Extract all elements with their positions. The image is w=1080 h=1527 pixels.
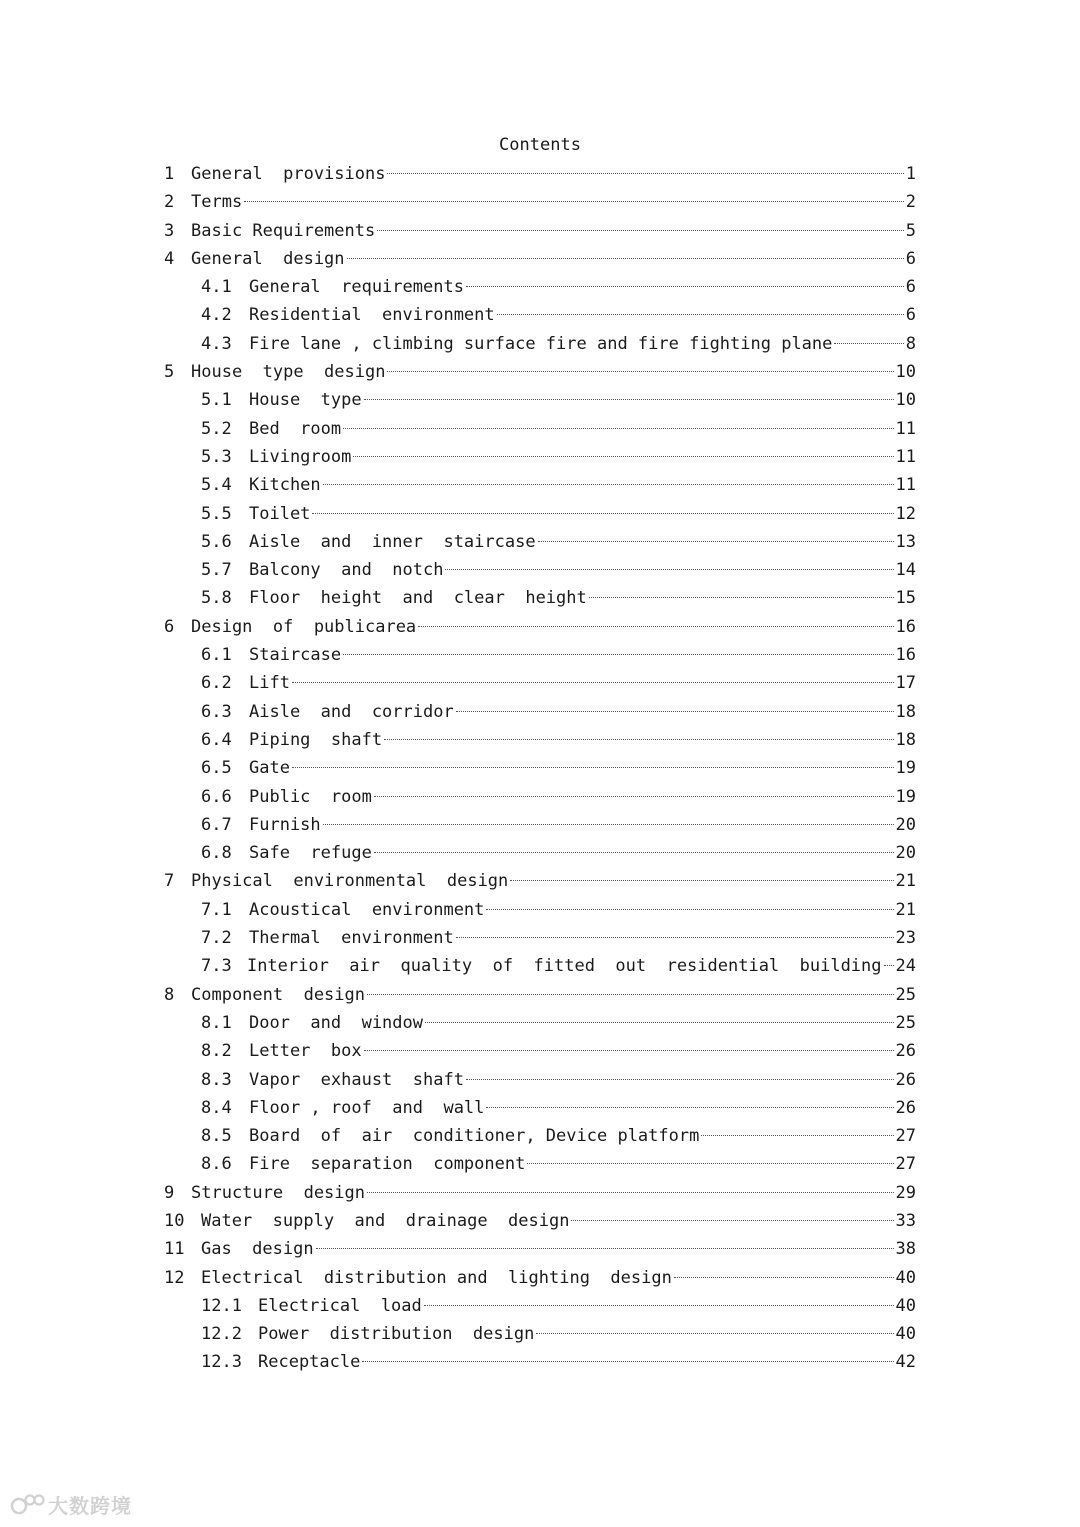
- toc-entry[interactable]: [164, 1067, 916, 1095]
- toc-entry-title: Aisle and inner staircase: [249, 531, 536, 552]
- toc-dot-leader: [364, 1050, 894, 1051]
- toc-entry-number: 8.6: [201, 1154, 232, 1175]
- toc-entry-title: House type: [249, 390, 362, 411]
- toc-dot-leader: [323, 484, 894, 485]
- toc-entry-page-number: 10: [895, 390, 916, 411]
- toc-dot-leader: [387, 173, 903, 174]
- toc-entry-page-number: 19: [895, 758, 916, 779]
- watermark-logo-icon: [10, 1491, 46, 1519]
- toc-entry[interactable]: [164, 274, 916, 302]
- toc-entry-page-number: 40: [895, 1324, 916, 1345]
- toc-dot-leader: [425, 1022, 894, 1023]
- toc-dot-leader: [834, 343, 903, 344]
- toc-entry-title: Balcony and notch: [249, 560, 444, 581]
- toc-entry[interactable]: [164, 614, 916, 642]
- toc-dot-leader: [701, 1135, 893, 1136]
- toc-dot-leader: [424, 1305, 894, 1306]
- toc-entry-title: General design: [191, 248, 345, 269]
- toc-entry-title: Acoustical environment: [249, 899, 485, 920]
- toc-entry-title: Water supply and drainage design: [201, 1210, 570, 1231]
- toc-dot-leader: [316, 1248, 894, 1249]
- toc-entry-title: Terms: [191, 192, 243, 213]
- toc-entry[interactable]: [164, 699, 916, 727]
- toc-entry-title: Gas design: [201, 1239, 314, 1260]
- toc-entry-number: 6.5: [201, 758, 232, 779]
- toc-entry[interactable]: [164, 1349, 916, 1377]
- toc-entry-title: Piping shaft: [249, 729, 383, 750]
- toc-entry[interactable]: [164, 868, 916, 896]
- toc-entry-title: Thermal environment: [249, 928, 454, 949]
- toc-entry-page-number: 16: [895, 616, 916, 637]
- toc-entry[interactable]: [164, 472, 916, 500]
- toc-entry-page-number: 11: [895, 418, 916, 439]
- toc-dot-leader: [292, 767, 894, 768]
- toc-entry-number: 8.2: [201, 1041, 232, 1062]
- toc-entry-title: Basic Requirements: [191, 220, 376, 241]
- toc-entry-title: Board of air conditioner, Device platform: [249, 1126, 700, 1147]
- toc-entry-title: Vapor exhaust shaft: [249, 1069, 464, 1090]
- toc-entry-number: 10: [164, 1210, 185, 1231]
- toc-entry-number: 6: [164, 616, 175, 637]
- toc-entry[interactable]: [164, 1038, 916, 1066]
- toc-entry-number: 8.3: [201, 1069, 232, 1090]
- toc-entry-page-number: 1: [905, 164, 916, 184]
- toc-entry-page-number: 15: [895, 588, 916, 609]
- toc-dot-leader: [445, 569, 893, 570]
- toc-entry-page-number: 6: [905, 277, 916, 298]
- toc-entry-number: 5.2: [201, 418, 232, 439]
- toc-entry-number: 12.1: [201, 1295, 242, 1316]
- toc-dot-leader: [674, 1277, 894, 1278]
- toc-dot-leader: [486, 1107, 893, 1108]
- toc-entry[interactable]: [164, 1208, 916, 1236]
- toc-entry[interactable]: [164, 189, 916, 217]
- toc-entry-title: Livingroom: [249, 446, 352, 467]
- toc-entry-number: 4: [164, 248, 175, 269]
- toc-dot-leader: [377, 230, 904, 231]
- toc-entry-page-number: 6: [905, 305, 916, 326]
- toc-entry-title: Fire lane , climbing surface fire and fire fighting plane: [249, 333, 833, 354]
- toc-entry-number: 5.8: [201, 588, 232, 609]
- toc-entry-number: 5.3: [201, 446, 232, 467]
- toc-entry-page-number: 18: [895, 729, 916, 750]
- toc-entry-number: 5.7: [201, 560, 232, 581]
- toc-entry-page-number: 21: [895, 899, 916, 920]
- toc-entry-number: 4.1: [201, 277, 232, 298]
- toc-entry-page-number: 25: [895, 984, 916, 1005]
- toc-entry-title: Interior air quality of fitted out residential building: [246, 956, 882, 977]
- toc-entry-title: House type design: [191, 362, 386, 383]
- toc-entry-title: Lift: [249, 673, 290, 694]
- toc-entry-page-number: 40: [895, 1267, 916, 1288]
- toc-entry[interactable]: [164, 1010, 916, 1038]
- toc-entry-number: 12.2: [201, 1324, 242, 1345]
- toc-entry[interactable]: [164, 1123, 916, 1151]
- toc-entry[interactable]: [164, 840, 916, 868]
- toc-entry-page-number: 17: [895, 673, 916, 694]
- toc-entry-number: 6.2: [201, 673, 232, 694]
- toc-dot-leader: [510, 880, 893, 881]
- toc-entry-page-number: 21: [895, 871, 916, 892]
- toc-entry[interactable]: [164, 501, 916, 529]
- toc-dot-leader: [362, 1361, 893, 1362]
- toc-dot-leader: [387, 371, 893, 372]
- toc-dot-leader: [466, 1079, 894, 1080]
- toc-entry-page-number: 40: [895, 1295, 916, 1316]
- toc-entry[interactable]: [164, 1180, 916, 1208]
- toc-entry-number: 6.8: [201, 843, 232, 864]
- toc-dot-leader: [292, 682, 894, 683]
- toc-entry-title: Toilet: [249, 503, 311, 524]
- toc-entry-title: Furnish: [249, 814, 321, 835]
- toc-dot-leader: [364, 399, 894, 400]
- toc-entry-page-number: 24: [895, 956, 916, 977]
- toc-entry-title: Design of publicarea: [191, 616, 417, 637]
- toc-entry-title: Power distribution design: [258, 1324, 535, 1345]
- toc-entry-number: 5.1: [201, 390, 232, 411]
- toc-dot-leader: [497, 314, 904, 315]
- toc-entry-number: 8: [164, 984, 175, 1005]
- toc-dot-leader: [418, 626, 893, 627]
- toc-entry-number: 12.3: [201, 1352, 242, 1373]
- toc-entry[interactable]: [164, 302, 916, 330]
- toc-entry[interactable]: [164, 755, 916, 783]
- toc-entry[interactable]: [164, 246, 916, 274]
- toc-entry-page-number: 42: [895, 1352, 916, 1373]
- toc-entry-number: 7.3: [201, 956, 232, 977]
- toc-dot-leader: [571, 1220, 893, 1221]
- watermark: [10, 1490, 132, 1519]
- toc-entry[interactable]: [164, 925, 916, 953]
- toc-dot-leader: [456, 711, 894, 712]
- toc-entry-page-number: 12: [895, 503, 916, 524]
- toc-entry-title: Floor , roof and wall: [249, 1097, 485, 1118]
- toc-dot-leader: [353, 456, 893, 457]
- toc-entry-number: 7.2: [201, 928, 232, 949]
- toc-entry-page-number: 38: [895, 1239, 916, 1260]
- toc-dot-leader: [466, 286, 904, 287]
- toc-dot-leader: [384, 739, 893, 740]
- toc-entry[interactable]: [164, 529, 916, 557]
- toc-entry-page-number: 18: [895, 701, 916, 722]
- toc-entry-title: Kitchen: [249, 475, 321, 496]
- toc-entry-page-number: 33: [895, 1210, 916, 1231]
- toc-entry[interactable]: [164, 812, 916, 840]
- toc-entry-title: Physical environmental design: [191, 871, 509, 892]
- toc-dot-leader: [343, 654, 893, 655]
- toc-dot-leader: [884, 965, 894, 966]
- toc-entry[interactable]: [164, 359, 916, 387]
- toc-entry-title: Electrical load: [258, 1295, 422, 1316]
- toc-entry-page-number: 13: [895, 531, 916, 552]
- toc-entry-page-number: 10: [895, 362, 916, 383]
- toc-dot-leader: [486, 909, 893, 910]
- toc-entry-title: Door and window: [249, 1012, 423, 1033]
- toc-entry[interactable]: [164, 1321, 916, 1349]
- toc-entry[interactable]: [164, 953, 916, 981]
- toc-entry[interactable]: [164, 585, 916, 613]
- toc-entry[interactable]: [164, 557, 916, 585]
- toc-dot-leader: [343, 428, 893, 429]
- toc-entry-title: Aisle and corridor: [249, 701, 454, 722]
- toc-dot-leader: [367, 1192, 894, 1193]
- toc-dot-leader: [536, 1333, 893, 1334]
- toc-entry-number: 6.6: [201, 786, 232, 807]
- toc-entry-title: Public room: [249, 786, 372, 807]
- toc-dot-leader: [374, 796, 894, 797]
- toc-entry-page-number: 26: [895, 1041, 916, 1062]
- toc-entry-title: Floor height and clear height: [249, 588, 587, 609]
- toc-entry-title: General provisions: [191, 164, 386, 184]
- toc-entry-page-number: 29: [895, 1182, 916, 1203]
- toc-entry[interactable]: [164, 784, 916, 812]
- toc-entry[interactable]: [164, 331, 916, 359]
- toc-entry-title: Safe refuge: [249, 843, 372, 864]
- toc-entry[interactable]: [164, 1265, 916, 1293]
- toc-entry-title: Gate: [249, 758, 290, 779]
- toc-dot-leader: [456, 937, 894, 938]
- toc-entry[interactable]: [164, 218, 916, 246]
- toc-entry-number: 8.4: [201, 1097, 232, 1118]
- toc-entry-title: Residential environment: [249, 305, 495, 326]
- toc-entry[interactable]: [164, 1293, 916, 1321]
- watermark-text: 大数跨境: [48, 1494, 132, 1518]
- toc-entry-number: 8.5: [201, 1126, 232, 1147]
- toc-entry-number: 12: [164, 1267, 185, 1288]
- toc-entry-page-number: 25: [895, 1012, 916, 1033]
- toc-entry[interactable]: [164, 1236, 916, 1264]
- toc-entry[interactable]: [164, 1095, 916, 1123]
- toc-entry[interactable]: [164, 416, 916, 444]
- toc-entry-number: 9: [164, 1182, 175, 1203]
- toc-entry-title: Structure design: [191, 1182, 365, 1203]
- toc-dot-leader: [374, 852, 894, 853]
- toc-entry-title: Component design: [191, 984, 365, 1005]
- toc-entry-page-number: 26: [895, 1069, 916, 1090]
- toc-entry-title: Electrical distribution and lighting design: [201, 1267, 672, 1288]
- toc-dot-leader: [323, 824, 894, 825]
- toc-dot-leader: [538, 541, 894, 542]
- toc-dot-leader: [367, 994, 894, 995]
- page-title: Contents: [499, 135, 581, 155]
- toc-entry-page-number: 11: [895, 475, 916, 496]
- toc-entry-title: Letter box: [249, 1041, 362, 1062]
- toc-dot-leader: [244, 201, 904, 202]
- toc-entry-page-number: 27: [895, 1126, 916, 1147]
- toc-entry-number: 4.3: [201, 333, 232, 354]
- toc-entry-title: Fire separation component: [249, 1154, 526, 1175]
- toc-entry[interactable]: [164, 387, 916, 415]
- toc-dot-leader: [527, 1163, 893, 1164]
- toc-entry-page-number: 2: [905, 192, 916, 213]
- toc-entry-number: 5.5: [201, 503, 232, 524]
- toc-entry-page-number: 26: [895, 1097, 916, 1118]
- toc-entry[interactable]: [164, 161, 916, 189]
- toc-entry-page-number: 23: [895, 928, 916, 949]
- toc-dot-leader: [347, 258, 904, 259]
- toc-entry-title: Staircase: [249, 645, 342, 666]
- toc-entry-title: Receptacle: [258, 1352, 361, 1373]
- toc-entry-page-number: 20: [895, 843, 916, 864]
- toc-entry-title: General requirements: [249, 277, 464, 298]
- toc-entry-number: 7.1: [201, 899, 232, 920]
- toc-entry[interactable]: [164, 897, 916, 925]
- toc-entry-number: 1: [164, 164, 175, 184]
- toc-entry-page-number: 5: [905, 220, 916, 241]
- toc-entry[interactable]: [164, 642, 916, 670]
- toc-entry-page-number: 16: [895, 645, 916, 666]
- toc-entry-number: 11: [164, 1239, 185, 1260]
- toc-entry-number: 7: [164, 871, 175, 892]
- toc-entry-number: 6.3: [201, 701, 232, 722]
- toc-entry-number: 2: [164, 192, 175, 213]
- toc-entry[interactable]: [164, 444, 916, 472]
- toc-entry[interactable]: [164, 1151, 916, 1179]
- toc-dot-leader: [312, 513, 893, 514]
- toc-entry[interactable]: [164, 670, 916, 698]
- toc-entry-page-number: 8: [905, 333, 916, 354]
- toc-entry-number: 3: [164, 220, 175, 241]
- toc-entry-title: Bed room: [249, 418, 342, 439]
- toc-entry-number: 6.4: [201, 729, 232, 750]
- toc-entry[interactable]: [164, 982, 916, 1010]
- toc-entry-page-number: 20: [895, 814, 916, 835]
- toc-dot-leader: [589, 597, 894, 598]
- toc-entry-page-number: 14: [895, 560, 916, 581]
- toc-entry-page-number: 6: [905, 248, 916, 269]
- toc-entry-number: 5: [164, 362, 175, 383]
- toc-entry[interactable]: [164, 727, 916, 755]
- toc-entry-number: 6.7: [201, 814, 232, 835]
- toc-entry-number: 5.4: [201, 475, 232, 496]
- toc-entry-page-number: 11: [895, 446, 916, 467]
- toc-entry-number: 4.2: [201, 305, 232, 326]
- toc-entry-number: 5.6: [201, 531, 232, 552]
- toc-entry-page-number: 27: [895, 1154, 916, 1175]
- table-of-contents: [164, 161, 916, 1378]
- toc-entry-number: 8.1: [201, 1012, 232, 1033]
- toc-entry-number: 6.1: [201, 645, 232, 666]
- toc-entry-page-number: 19: [895, 786, 916, 807]
